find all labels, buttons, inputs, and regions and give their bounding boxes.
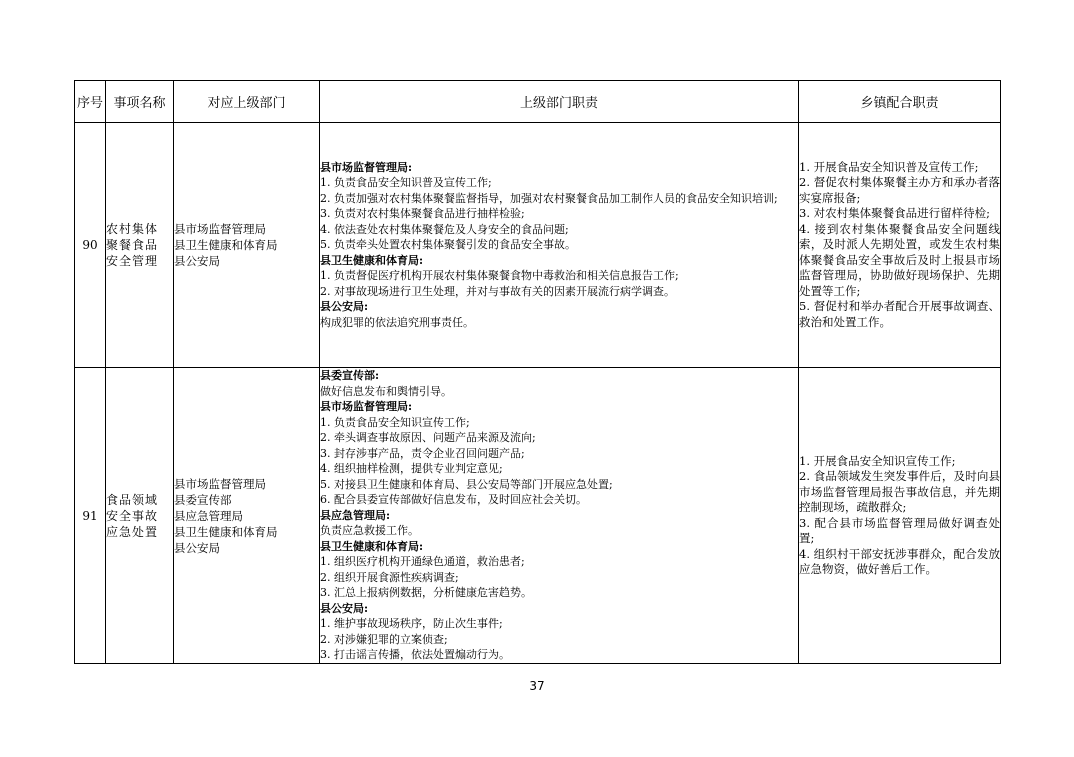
- item-name-line: 农村集体: [106, 222, 159, 236]
- duty-item: 5. 对接县卫生健康和体育局、县公安局等部门开展应急处置;: [320, 477, 613, 491]
- township-duties: [799, 368, 1001, 664]
- duty-item: 1. 组织医疗机构开通绿色通道，救治患者;: [320, 555, 525, 569]
- item-name-line: 食品领域: [106, 492, 159, 507]
- duty-department-heading: 县市场监督管理局:: [320, 400, 413, 414]
- item-name: [106, 123, 174, 368]
- township-duty-item: 2. 督促农村集体聚餐主办方和承办者落实宴席报备;: [799, 175, 1000, 205]
- township-duty-item: 4. 组织村干部安抚涉事群众，配合发放应急物资，做好善后工作。: [799, 546, 1000, 576]
- duty-department-heading: 县卫生健康和体育局:: [320, 539, 424, 553]
- header-department-duties: 上级部门职责: [320, 81, 799, 123]
- item-name-line: 应急处置: [106, 524, 159, 539]
- item-name-line: 安全事故: [106, 508, 159, 523]
- duty-item: 构成犯罪的依法追究刑事责任。: [320, 315, 474, 329]
- duty-item: 5. 负责牵头处置农村集体聚餐引发的食品安全事故。: [320, 238, 576, 252]
- duty-department-heading: 县公安局:: [320, 601, 369, 615]
- department-item: 县市场监督管理局: [174, 222, 266, 236]
- township-duty-item: 5. 督促村和举办者配合开展事故调查、救治和处置工作。: [799, 299, 1000, 329]
- duty-item: 6. 配合县委宣传部做好信息发布，及时回应社会关切。: [320, 493, 587, 507]
- township-duty-item: 2. 食品领域发生突发事件后，及时向县市场监督管理局报告事故信息，并先期控制现场，疏散群众;: [799, 469, 1000, 514]
- page-number: 37: [529, 679, 545, 693]
- duty-department-heading: 县卫生健康和体育局:: [320, 253, 424, 267]
- department-item: 县公安局: [174, 254, 220, 268]
- responsibility-table: [74, 80, 1001, 664]
- duty-item: 1. 维护事故现场秩序，防止次生事件;: [320, 617, 503, 631]
- table-row: [75, 123, 1001, 368]
- duty-department-heading: 县应急管理局:: [320, 508, 391, 522]
- item-name-line: 聚餐食品: [106, 238, 159, 252]
- duty-item: 4. 组织抽样检测，提供专业判定意见;: [320, 462, 503, 476]
- duty-item: 3. 汇总上报病例数据，分析健康危害趋势。: [320, 586, 532, 600]
- duty-item: 2. 负责加强对农村集体聚餐监督指导，加强对农村聚餐食品加工制作人员的食品安全知识培训;: [320, 191, 778, 205]
- duty-item: 负责应急救援工作。: [320, 524, 419, 538]
- township-duty-item: 1. 开展食品安全知识普及宣传工作;: [799, 159, 979, 174]
- department-item: 县公安局: [174, 540, 220, 555]
- department-item: 县市场监督管理局: [174, 476, 266, 491]
- item-name-line: 安全管理: [106, 254, 159, 268]
- township-duty-item: 4. 接到农村集体聚餐食品安全问题线索，及时派人先期处置，或发生农村集体聚餐食品安全事故后及时上报县市场监督管理局，协助做好现场保护、先期处置等工作;: [799, 221, 1000, 298]
- department-item: 县委宣传部: [174, 492, 232, 507]
- township-duty-item: 3. 配合县市场监督管理局做好调查处置;: [799, 515, 1000, 545]
- header-no: 序号: [75, 81, 106, 123]
- table-row: [75, 368, 1001, 664]
- header-item-name: 事项名称: [106, 81, 174, 123]
- department-item: 县卫生健康和体育局: [174, 524, 278, 539]
- duty-item: 1. 负责督促医疗机构开展农村集体聚餐食物中毒救治和相关信息报告工作;: [320, 269, 679, 283]
- department-duties: [320, 123, 799, 368]
- duty-item: 4. 依法查处农村集体聚餐危及人身安全的食品问题;: [320, 222, 569, 236]
- duty-item: 做好信息发布和舆情引导。: [320, 384, 452, 398]
- duty-item: 2. 对事故现场进行卫生处理，并对与事故有关的因素开展流行病学调查。: [320, 284, 675, 298]
- duty-item: 3. 打击谣言传播，依法处置煽动行为。: [320, 648, 510, 662]
- duty-department-heading: 县市场监督管理局:: [320, 160, 413, 174]
- header-department: 对应上级部门: [174, 81, 320, 123]
- department-item: 县卫生健康和体育局: [174, 238, 278, 252]
- duty-department-heading: 县公安局:: [320, 300, 369, 314]
- township-duty-item: 1. 开展食品安全知识宣传工作;: [799, 453, 956, 468]
- department-item: 县应急管理局: [174, 508, 243, 523]
- duty-item: 2. 对涉嫌犯罪的立案侦查;: [320, 632, 448, 646]
- row-number: 91: [75, 368, 106, 664]
- duty-item: 3. 封存涉事产品，责令企业召回问题产品;: [320, 446, 525, 460]
- duty-item: 1. 负责食品安全知识宣传工作;: [320, 415, 470, 429]
- item-name: [106, 368, 174, 664]
- department-list: [174, 123, 320, 368]
- row-number: 90: [75, 123, 106, 368]
- department-list: [174, 368, 320, 664]
- township-duty-item: 3. 对农村集体聚餐食品进行留样待检;: [799, 206, 991, 221]
- duty-item: 1. 负责食品安全知识普及宣传工作;: [320, 176, 492, 190]
- header-row: [75, 81, 1001, 123]
- header-township-duties: 乡镇配合职责: [799, 81, 1001, 123]
- duty-department-heading: 县委宣传部:: [320, 369, 380, 383]
- township-duties: [799, 123, 1001, 368]
- duty-item: 2. 牵头调查事故原因、问题产品来源及流向;: [320, 431, 536, 445]
- department-duties: [320, 368, 799, 664]
- duty-item: 2. 组织开展食源性疾病调查;: [320, 570, 459, 584]
- duty-item: 3. 负责对农村集体聚餐食品进行抽样检验;: [320, 207, 525, 221]
